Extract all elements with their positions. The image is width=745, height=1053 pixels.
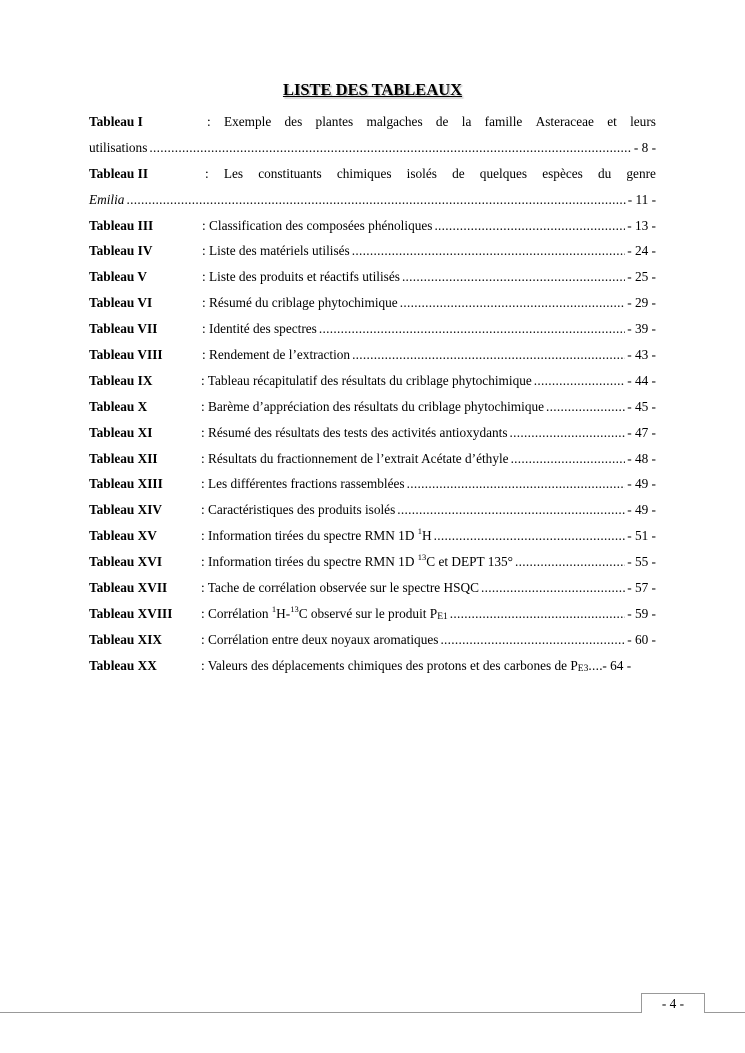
entry-label: Tableau XX	[89, 657, 157, 673]
leader-dots	[400, 295, 625, 311]
toc-entry[interactable]	[89, 554, 656, 580]
toc-entry-continuation[interactable]	[89, 192, 656, 218]
leader-dots	[434, 528, 626, 544]
entry-page: - 25 -	[627, 269, 656, 285]
leader-dots	[588, 658, 602, 674]
entry-page: - 57 -	[627, 580, 656, 596]
entry-page: - 44 -	[627, 372, 656, 388]
entry-label: Tableau II	[89, 165, 149, 181]
entry-label: Tableau XI	[89, 424, 153, 440]
entry-label: Tableau IX	[89, 372, 153, 388]
leader-dots	[450, 606, 625, 622]
toc-entry[interactable]	[89, 502, 656, 528]
entry-page: - 49 -	[627, 476, 656, 492]
entry-page: - 51 -	[627, 528, 656, 544]
entry-text: : Identité des spectres	[202, 321, 317, 337]
leader-dots	[126, 192, 625, 208]
entry-label: Tableau V	[89, 269, 148, 285]
entry-text: Emilia	[89, 191, 125, 207]
toc-entry[interactable]	[89, 321, 656, 347]
toc-entry[interactable]	[89, 476, 656, 502]
toc-entry[interactable]	[89, 451, 656, 477]
entry-label: Tableau VII	[89, 321, 158, 337]
entry-page: - 59 -	[627, 605, 656, 621]
leader-dots	[515, 554, 625, 570]
entry-text: : Les constituants chimiques isolés de quelques espèces du genre	[205, 165, 656, 181]
toc-entry-continuation[interactable]	[89, 140, 656, 166]
toc-entry[interactable]	[89, 528, 656, 554]
entry-page: - 60 -	[627, 631, 656, 647]
entry-page: - 29 -	[627, 295, 656, 311]
entry-label: Tableau I	[89, 114, 143, 129]
entry-label: Tableau III	[89, 217, 154, 233]
entry-text: : Résumé du criblage phytochimique	[202, 295, 398, 311]
entry-page: - 49 -	[627, 502, 656, 518]
entry-page: - 13 -	[627, 217, 656, 233]
entry-page: - 24 -	[627, 243, 656, 259]
leader-dots	[510, 425, 626, 441]
entry-page: - 39 -	[627, 321, 656, 337]
entry-text: : Valeurs des déplacements chimiques des protons et des carbones de $P_{E3}$	[201, 657, 589, 674]
leader-dots	[481, 580, 625, 596]
entry-text: : Tache de corrélation observée sur le spectre HSQC	[201, 580, 479, 596]
entry-text: : Corrélation $^1$H-$^{13}$C observé sur le produit $P_{E1}$	[201, 603, 448, 622]
entry-text: : Classification des composées phénoliques	[202, 217, 433, 233]
entry-page: - 55 -	[627, 554, 656, 570]
entry-text: : Liste des matériels utilisés	[202, 243, 350, 259]
entry-text: : Résumé des résultats des tests des activités antioxydants	[201, 424, 508, 440]
leader-dots	[407, 476, 626, 492]
toc-entry[interactable]	[89, 580, 656, 606]
entry-label: Tableau VI	[89, 295, 153, 311]
entry-label: Tableau XII	[89, 450, 158, 466]
toc-entry[interactable]	[89, 166, 656, 192]
entry-page: - 64 -	[602, 657, 632, 673]
entry-text: utilisations	[89, 139, 148, 155]
entry-label: Tableau XVII	[89, 580, 168, 596]
page-number: - 4 -	[641, 993, 705, 1013]
footer-divider	[0, 1012, 745, 1013]
toc-entry[interactable]	[89, 425, 656, 451]
leader-dots	[402, 269, 625, 285]
toc-entry[interactable]	[89, 603, 656, 632]
entry-label: Tableau IV	[89, 243, 153, 259]
entry-page: - 45 -	[627, 398, 656, 414]
entry-page: - 43 -	[627, 347, 656, 363]
toc-entry[interactable]	[89, 269, 656, 295]
toc-entry[interactable]	[89, 632, 656, 658]
leader-dots	[319, 321, 625, 337]
entry-page: - 8 -	[633, 139, 656, 155]
toc-entry[interactable]	[89, 373, 656, 399]
toc-entry[interactable]	[89, 399, 656, 425]
entry-label: Tableau XVI	[89, 554, 163, 570]
entry-text: : Caractéristiques des produits isolés	[201, 502, 396, 518]
leader-dots	[546, 399, 625, 415]
toc-entry[interactable]	[89, 295, 656, 321]
entry-text: : Exemple des plantes malgaches de la famille Asteraceae et leurs	[207, 114, 656, 129]
toc-entry[interactable]	[89, 347, 656, 373]
toc-entry[interactable]	[89, 658, 683, 684]
leader-dots	[149, 140, 631, 156]
entry-page: - 47 -	[627, 424, 656, 440]
page-title: LISTE DES TABLEAUX	[282, 80, 463, 99]
entry-page: - 48 -	[627, 450, 656, 466]
entry-text: : Résultats du fractionnement de l’extrait Acétate d’éthyle	[201, 450, 509, 466]
entry-text: : Barème d’appréciation des résultats du criblage phytochimique	[201, 398, 545, 414]
table-list	[89, 114, 656, 684]
entry-label: Tableau XVIII	[89, 605, 173, 621]
entry-text: : Tableau récapitulatif des résultats du criblage phytochimique	[201, 372, 532, 388]
leader-dots	[440, 632, 625, 648]
entry-text: : Information tirées du spectre RMN 1D $^{13}$C et DEPT 135°	[201, 552, 513, 570]
toc-entry[interactable]	[89, 114, 656, 140]
entry-page: - 11 -	[627, 191, 656, 207]
entry-label: Tableau VIII	[89, 347, 163, 363]
entry-text: : Rendement de l’extraction	[202, 347, 351, 363]
leader-dots	[434, 218, 625, 234]
leader-dots	[511, 451, 626, 467]
entry-text: : Corrélation entre deux noyaux aromatiques	[201, 631, 439, 647]
toc-entry[interactable]	[89, 218, 656, 244]
entry-text: : Les différentes fractions rassemblées	[201, 476, 405, 492]
entry-text: : Liste des produits et réactifs utilisés	[202, 269, 400, 285]
leader-dots	[534, 373, 625, 389]
entry-label: Tableau X	[89, 398, 148, 414]
entry-text: : Information tirées du spectre RMN 1D $^1$H	[201, 526, 432, 544]
entry-label: Tableau XV	[89, 528, 157, 544]
leader-dots	[352, 347, 625, 363]
toc-entry[interactable]	[89, 243, 656, 269]
leader-dots	[397, 502, 625, 518]
leader-dots	[352, 243, 625, 259]
entry-label: Tableau XIX	[89, 631, 163, 647]
entry-label: Tableau XIII	[89, 476, 163, 492]
entry-label: Tableau XIV	[89, 502, 163, 518]
